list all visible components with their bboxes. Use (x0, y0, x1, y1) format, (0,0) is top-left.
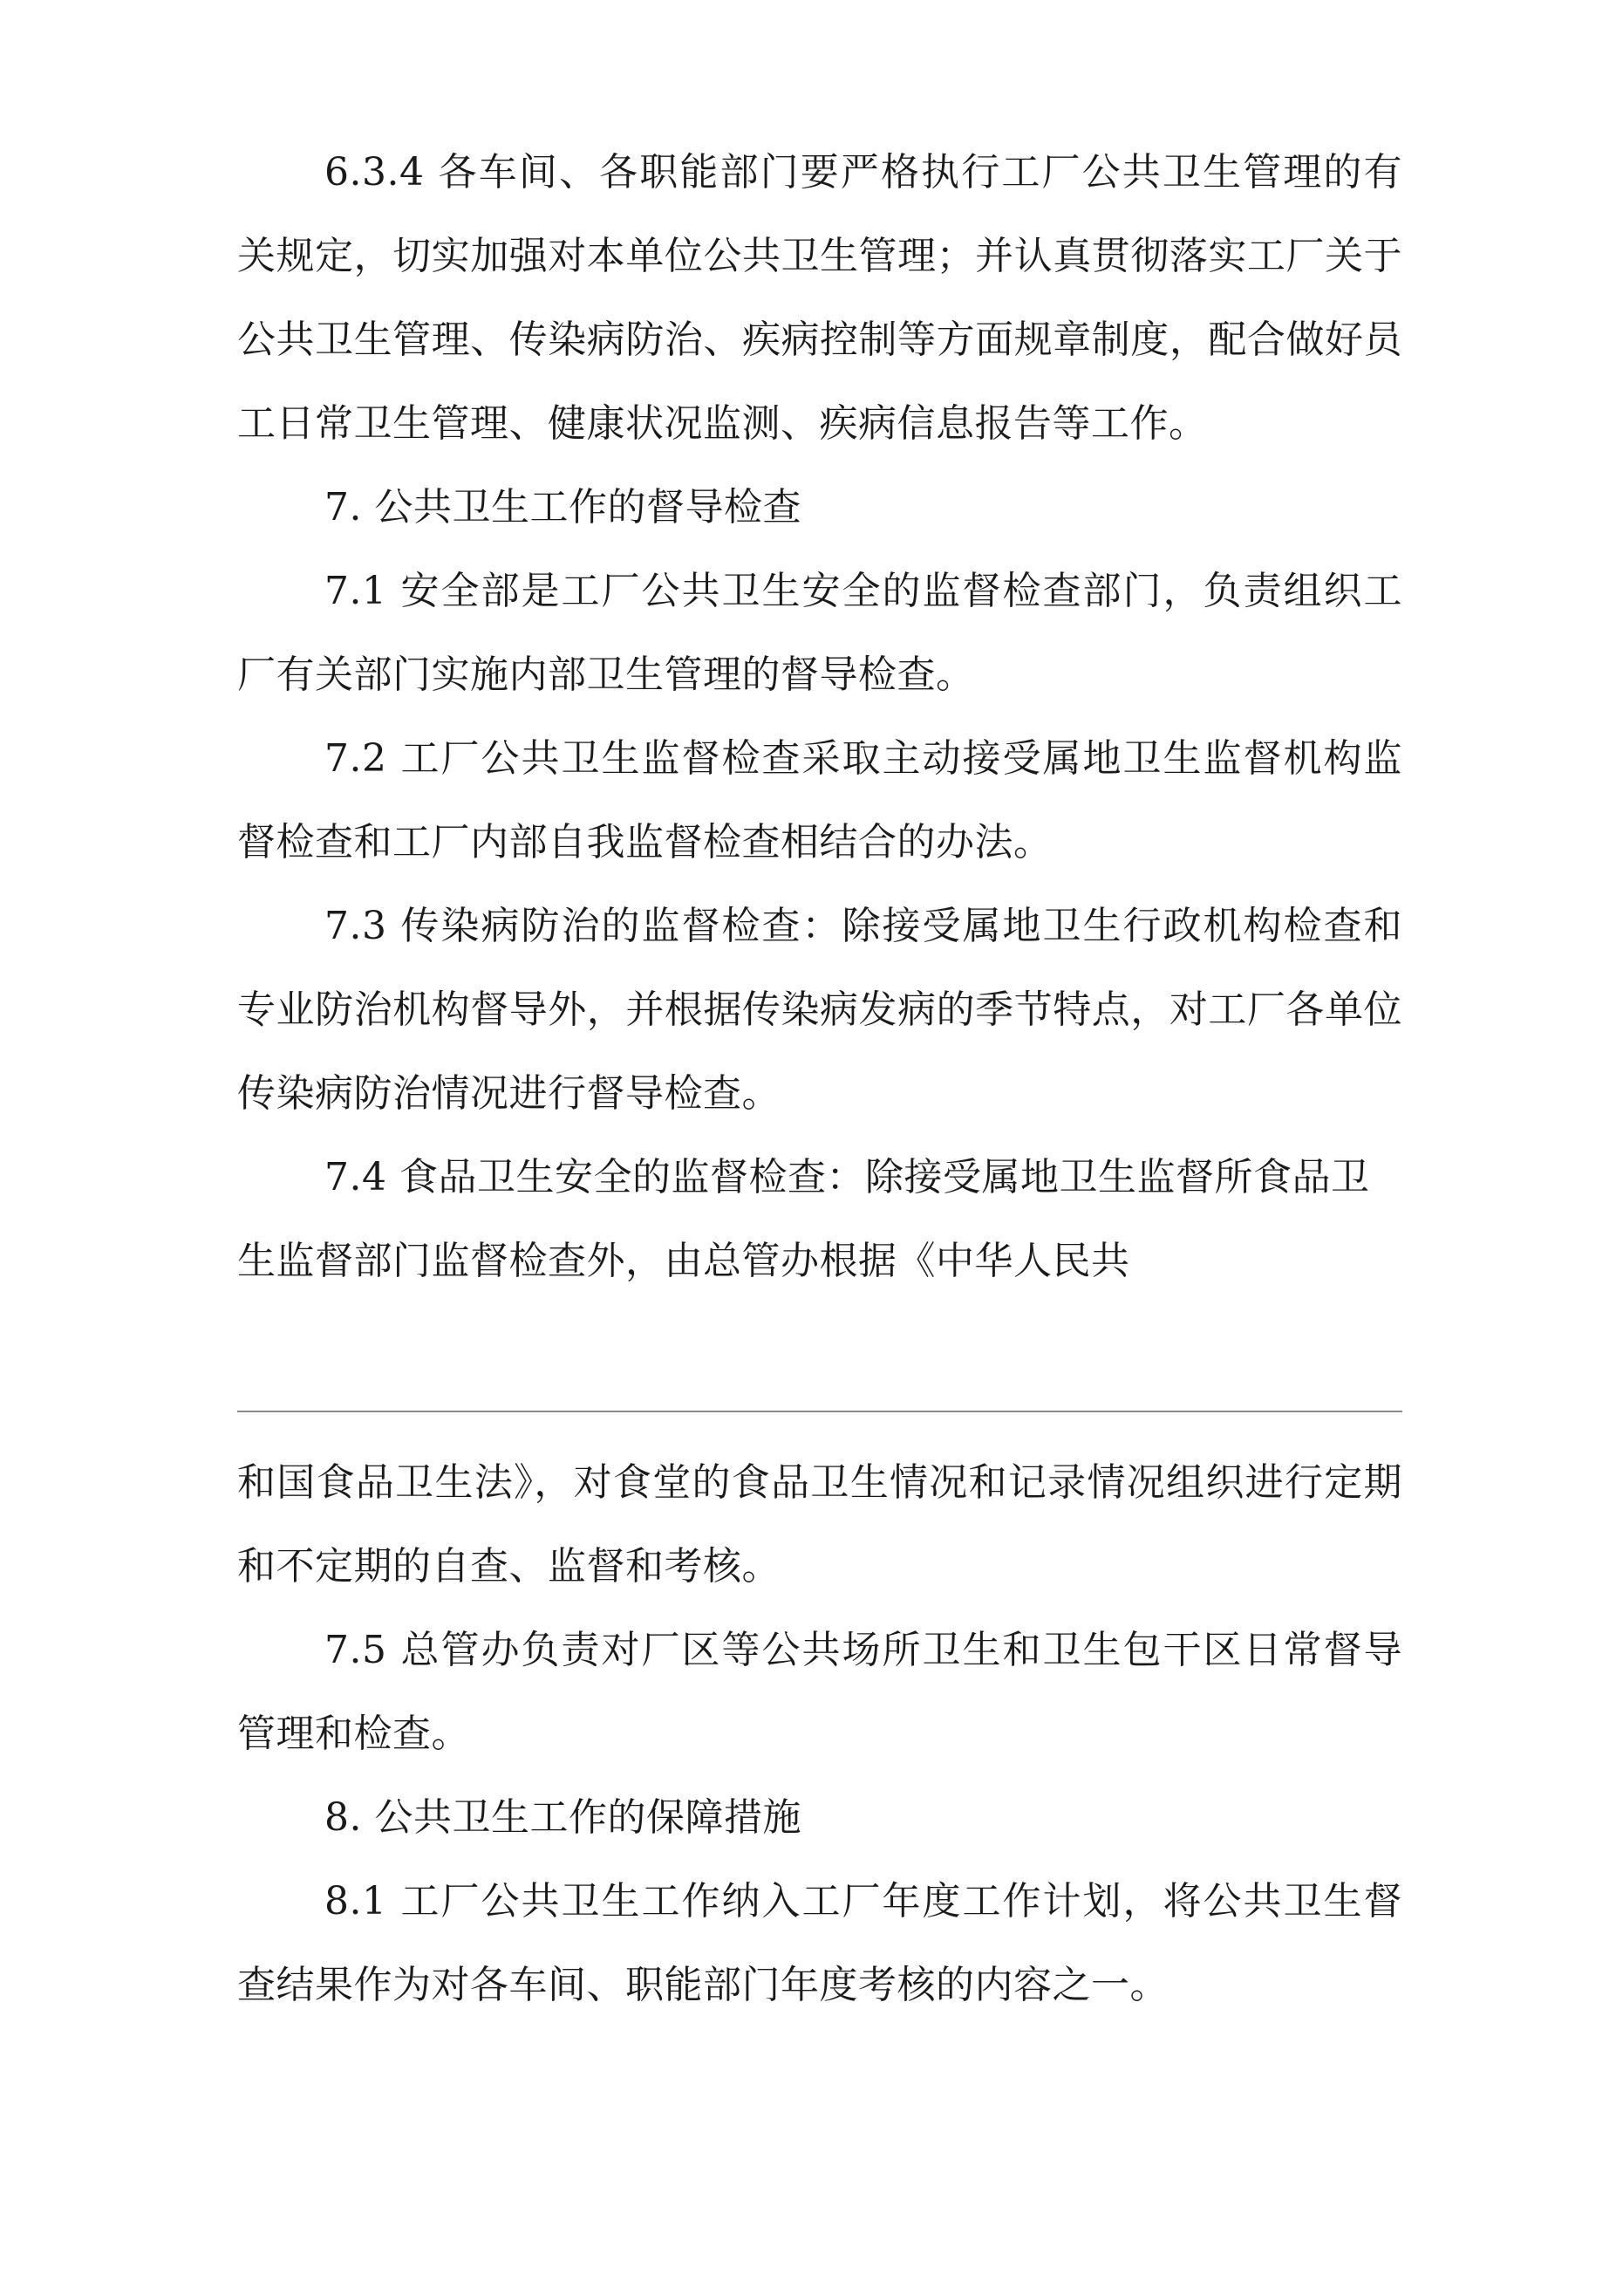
paragraph-7-5: 7.5 总管办负责对厂区等公共场所卫生和卫生包干区日常督导管理和检查。 (237, 1628, 1402, 1756)
paragraph-7-4-part1: 7.4 食品卫生安全的监督检查：除接受属地卫生监督所食品卫生监督部门监督检查外，由总管办根据《中华人民共 (237, 1155, 1370, 1283)
paragraph-7-3: 7.3 传染病防治的监督检查：除接受属地卫生行政机构检查和专业防治机构督导外，并根据传染病发病的季节特点，对工厂各单位传染病防治情况进行督导检查。 (237, 904, 1402, 1116)
paragraph-7-4-part2: 和国食品卫生法》，对食堂的食品卫生情况和记录情况组织进行定期和不定期的自查、监督和考核。 (237, 1460, 1402, 1589)
page-body-bottom (237, 1441, 1402, 2027)
section-heading-8: 8. 公共卫生工作的保障措施 (324, 1795, 801, 1840)
paragraph-7-2: 7.2 工厂公共卫生监督检查采取主动接受属地卫生监督机构监督检查和工厂内部自我监督检查相结合的办法。 (237, 736, 1402, 864)
paragraph-8-1: 8.1 工厂公共卫生工作纳入工厂年度工作计划，将公共卫生督查结果作为对各车间、职能部门年度考核的内容之一。 (237, 1879, 1402, 2007)
page-body-top (237, 131, 1402, 1303)
paragraph-6-3-4: 6.3.4 各车间、各职能部门要严格执行工厂公共卫生管理的有关规定，切实加强对本单位公共卫生管理；并认真贯彻落实工厂关于公共卫生管理、传染病防治、疾病控制等方面规章制度，配合做好员工日常卫生管理、健康状况监测、疾病信息报告等工作。 (237, 150, 1402, 446)
page-break-divider (237, 1411, 1402, 1412)
section-heading-7: 7. 公共卫生工作的督导检查 (324, 485, 801, 530)
paragraph-7-1: 7.1 安全部是工厂公共卫生安全的监督检查部门，负责组织工厂有关部门实施内部卫生管理的督导检查。 (237, 569, 1402, 697)
